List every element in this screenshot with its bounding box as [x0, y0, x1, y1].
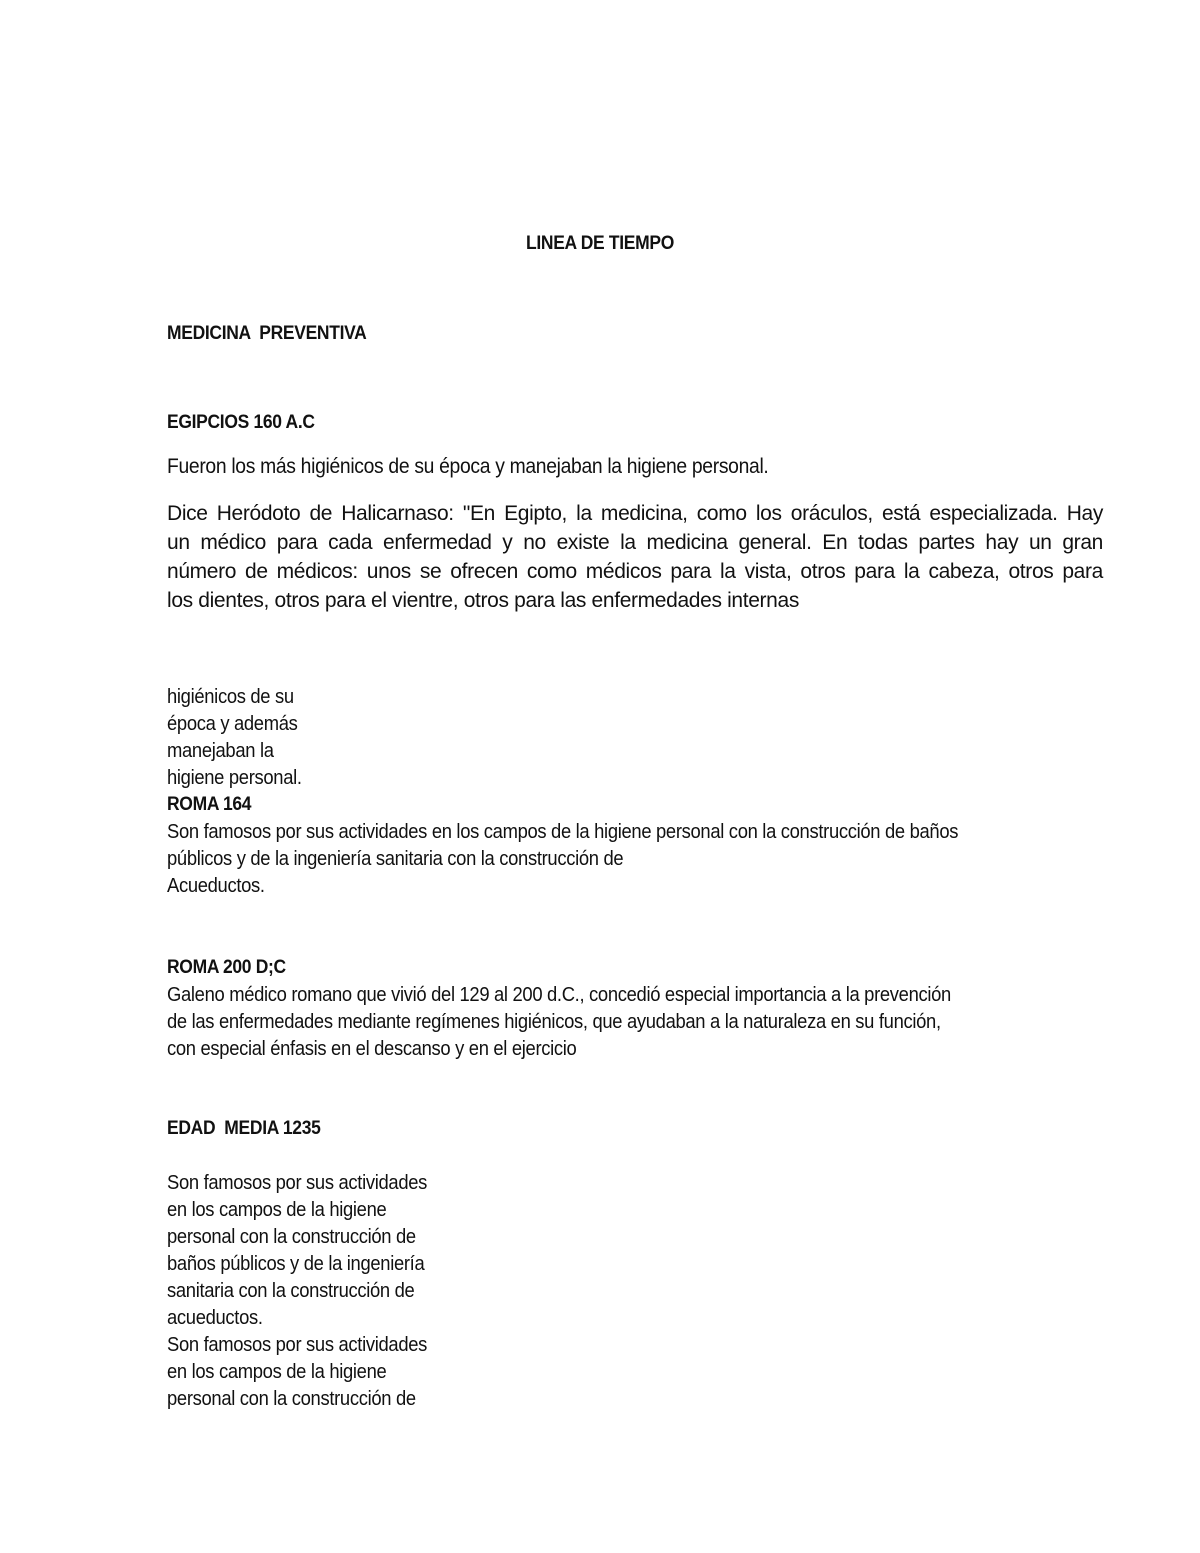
document-title: LINEA DE TIEMPO [526, 233, 674, 254]
egipcios-p2-line: un médico para cada enfermedad y no existe la medicina general. En todas partes hay un gran [167, 531, 1103, 554]
edad-media-line: en los campos de la higiene [167, 1199, 387, 1221]
egipcios-p2-line: los dientes, otros para el vientre, otros para las enfermedades internas [167, 589, 799, 612]
edad-media-line: acueductos. [167, 1307, 263, 1329]
section-subtitle: MEDICINA PREVENTIVA [167, 323, 367, 344]
edad-media-line: en los campos de la higiene [167, 1361, 387, 1383]
edad-media-line: personal con la construcción de [167, 1388, 416, 1410]
egipcios-p2-line: número de médicos: unos se ofrecen como médicos para la vista, otros para la cabeza, otros para [167, 560, 1103, 583]
fragment-line: higiene personal. [167, 767, 302, 789]
roma-164-line: Son famosos por sus actividades en los campos de la higiene personal con la construcción de baños [167, 821, 959, 843]
roma-164-line: Acueductos. [167, 875, 265, 897]
heading-roma-200: ROMA 200 D;C [167, 957, 286, 978]
roma-164-line: públicos y de la ingeniería sanitaria con la construcción de [167, 848, 624, 870]
fragment-line: manejaban la [167, 740, 274, 762]
roma-200-line: con especial énfasis en el descanso y en el ejercicio [167, 1038, 577, 1060]
heading-roma-164: ROMA 164 [167, 794, 252, 815]
roma-200-line: de las enfermedades mediante regímenes higiénicos, que ayudaban a la naturaleza en su función, [167, 1011, 941, 1033]
roma-200-line: Galeno médico romano que vivió del 129 al 200 d.C., concedió especial importancia a la prevención [167, 984, 951, 1006]
egipcios-paragraph-1: Fueron los más higiénicos de su época y manejaban la higiene personal. [167, 455, 769, 478]
edad-media-line: sanitaria con la construcción de [167, 1280, 415, 1302]
edad-media-line: baños públicos y de la ingeniería [167, 1253, 425, 1275]
egipcios-p2-line: Dice Heródoto de Halicarnaso: "En Egipto, la medicina, como los oráculos, está especializada. Hay [167, 502, 1103, 525]
heading-edad-media: EDAD MEDIA 1235 [167, 1118, 321, 1139]
edad-media-line: personal con la construcción de [167, 1226, 416, 1248]
heading-egipcios: EGIPCIOS 160 A.C [167, 412, 315, 433]
fragment-line: época y además [167, 713, 298, 735]
fragment-line: higiénicos de su [167, 686, 294, 708]
edad-media-line: Son famosos por sus actividades [167, 1172, 428, 1194]
edad-media-line: Son famosos por sus actividades [167, 1334, 428, 1356]
egipcios-paragraph-2 [167, 499, 1103, 615]
